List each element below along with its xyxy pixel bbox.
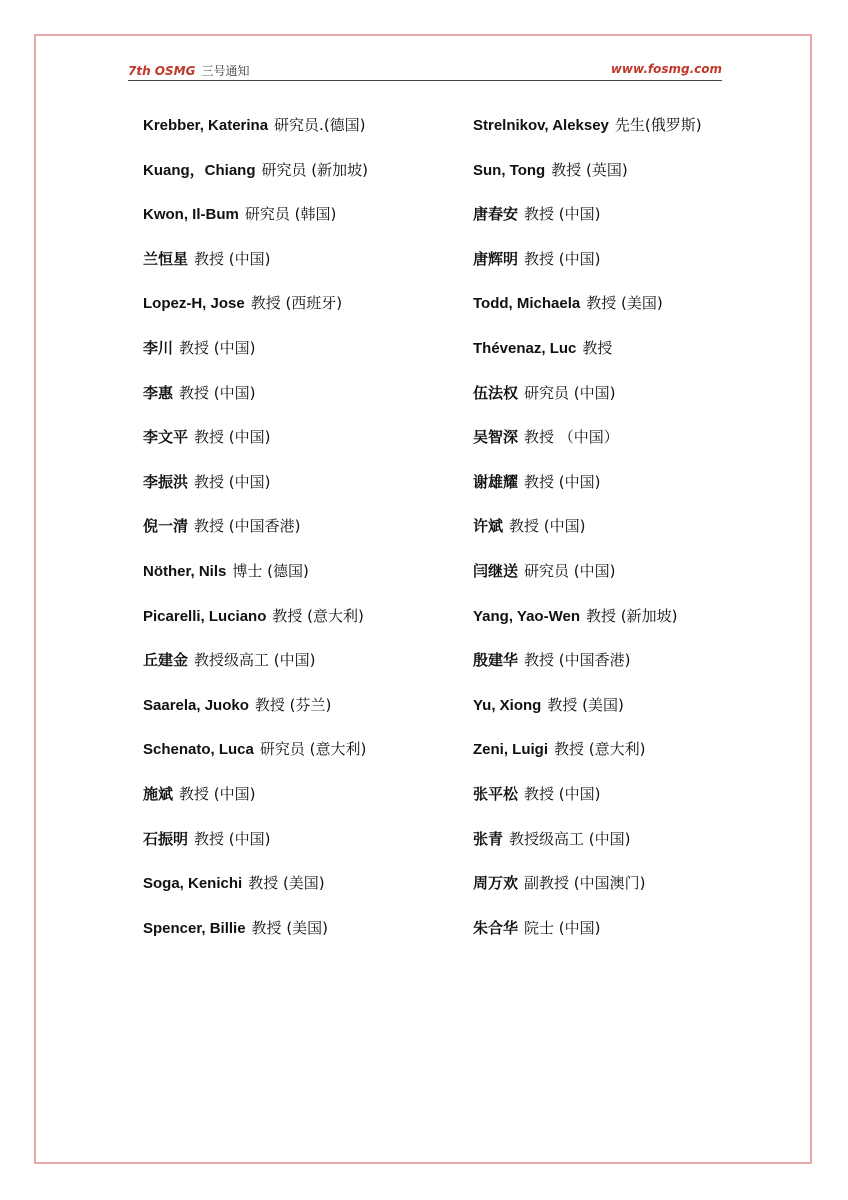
attendee-entry — [473, 381, 702, 426]
attendee-entry — [473, 291, 702, 336]
attendee-entry — [473, 470, 702, 515]
attendee-title-country: 教授 (英国) — [551, 160, 628, 179]
attendee-name: Kwon, Il-Bum — [143, 206, 239, 224]
attendee-name: Sun, Tong — [473, 161, 546, 179]
attendee-title-country: 院士 (中国) — [524, 918, 601, 937]
attendee-title-country: 教授 (中国) — [194, 829, 271, 848]
attendee-entry — [473, 604, 702, 649]
attendee-entry — [143, 470, 368, 515]
attendee-name: Picarelli, Luciano — [143, 607, 267, 625]
attendee-entry — [143, 514, 368, 559]
attendee-title-country: 研究员.(德国) — [274, 116, 366, 134]
attendee-entry — [143, 336, 368, 381]
attendee-title-country: 先生(俄罗斯) — [614, 116, 702, 134]
attendee-entry — [473, 827, 702, 872]
attendee-title-country: 教授 (中国) — [179, 784, 256, 803]
attendee-title-country: 教授 (美国) — [248, 874, 325, 893]
attendee-entry — [143, 202, 368, 247]
attendee-name: 李惠 — [143, 384, 174, 402]
attendee-name: Yu, Xiong — [473, 696, 542, 714]
attendee-name: Spencer, Billie — [143, 919, 246, 937]
attendee-title-country: 教授级高工 (中国) — [194, 651, 316, 670]
attendee-name: 闫继送 — [473, 562, 519, 580]
attendee-entry — [143, 158, 368, 203]
attendee-entry — [473, 559, 702, 604]
attendee-entry — [473, 737, 702, 782]
attendee-title-country: 副教授 (中国澳门) — [524, 874, 646, 893]
notice-title: 三号通知 — [201, 64, 250, 78]
attendee-title-country: 教授 (美国) — [586, 294, 663, 313]
attendee-entry — [473, 871, 702, 916]
attendee-title-country: 教授 (中国) — [524, 205, 601, 224]
attendee-name: 丘建金 — [143, 652, 189, 670]
attendee-title-country: 教授 (中国) — [509, 517, 586, 536]
attendee-name: Lopez-H, Jose — [143, 295, 245, 313]
attendee-name: 唐春安 — [473, 206, 519, 224]
attendee-title-country: 教授 (意大利) — [272, 606, 364, 625]
attendee-title-country: 研究员 (中国) — [524, 383, 616, 402]
attendee-entry — [473, 782, 702, 827]
attendee-name: 石振明 — [143, 830, 189, 848]
attendee-title-country: 研究员 (韩国) — [244, 205, 337, 224]
attendee-name: 吴智深 — [473, 429, 519, 447]
attendee-name: Schenato, Luca — [143, 741, 254, 759]
attendee-name: Strelnikov, Aleksey — [473, 117, 609, 134]
conference-name: 7th OSMG — [128, 64, 196, 78]
attendee-name: 李川 — [143, 339, 174, 357]
attendee-entry — [473, 916, 702, 961]
attendee-title-country: 教授 (中国) — [524, 472, 601, 491]
attendee-title-country: 研究员 (新加坡) — [261, 160, 368, 179]
attendee-entry — [143, 737, 368, 782]
attendee-title-country: 教授 (中国) — [524, 249, 601, 268]
attendee-name: 殷建华 — [473, 652, 519, 670]
attendee-entry — [143, 113, 368, 158]
attendee-entry — [143, 247, 368, 292]
attendee-name: 许斌 — [473, 518, 504, 536]
attendee-entry — [473, 247, 702, 292]
attendee-entry — [473, 648, 702, 693]
attendee-title-country: 教授 — [582, 338, 613, 357]
attendee-title-country: 教授 (西班牙) — [250, 294, 343, 313]
attendee-title-country: 教授 (中国) — [194, 428, 271, 447]
attendee-name: 周万欢 — [473, 875, 519, 893]
attendee-title-country: 教授 (中国) — [179, 338, 256, 357]
attendee-name: 张青 — [473, 830, 504, 848]
header-title — [128, 62, 249, 79]
attendee-entry — [143, 693, 368, 738]
attendee-entry — [143, 381, 368, 426]
attendee-title-country: 教授 (意大利) — [554, 740, 646, 759]
attendee-entry — [143, 782, 368, 827]
attendee-title-country: 教授 (中国香港) — [524, 651, 631, 670]
attendee-entry — [143, 648, 368, 693]
attendee-title-country: 教授 (中国) — [194, 472, 271, 491]
website-link[interactable]: www.fosmg.com — [610, 62, 722, 76]
attendee-name: 李振洪 — [143, 473, 189, 491]
attendee-name: 谢雄耀 — [473, 473, 519, 491]
attendee-title-country: 研究员 (意大利) — [259, 740, 367, 759]
attendee-entry — [143, 291, 368, 336]
attendee-name: 唐辉明 — [473, 250, 519, 268]
attendee-title-country: 教授 (新加坡) — [585, 606, 678, 625]
attendee-name: 伍法权 — [473, 384, 519, 402]
attendee-name: 张平松 — [473, 785, 519, 803]
page-header — [128, 60, 722, 82]
attendee-title-country: 研究员 (中国) — [524, 561, 616, 580]
attendee-name: Nöther, Nils — [143, 562, 227, 580]
attendee-title-country: 教授 (中国) — [194, 249, 271, 268]
attendee-name: Saarela, Juoko — [143, 696, 249, 714]
attendee-name: Krebber, Katerina — [143, 117, 269, 134]
attendee-entry — [473, 693, 702, 738]
attendee-title-country: 教授 (芬兰) — [254, 695, 332, 714]
attendee-entry — [143, 916, 368, 961]
right-column — [473, 113, 702, 960]
attendee-name: Soga, Kenichi — [143, 875, 243, 893]
attendee-name: 施斌 — [143, 785, 174, 803]
header-divider — [128, 80, 722, 81]
attendee-title-country: 教授 (美国) — [251, 918, 329, 937]
attendee-name: Zeni, Luigi — [473, 741, 548, 759]
attendee-entry — [143, 559, 368, 604]
attendee-title-country: 教授级高工 (中国) — [509, 829, 631, 848]
left-column — [143, 113, 368, 960]
attendee-name: Kuang，Chiang — [143, 161, 256, 179]
attendee-title-country: 教授 (美国) — [547, 695, 624, 714]
attendee-entry — [473, 425, 702, 470]
attendee-entry — [143, 604, 368, 649]
attendee-entry — [473, 113, 702, 158]
attendee-entry — [473, 158, 702, 203]
attendee-title-country: 教授 （中国） — [524, 428, 619, 447]
attendee-entry — [473, 336, 702, 381]
attendee-name: Yang, Yao-Wen — [473, 607, 580, 625]
attendee-name: 倪一清 — [143, 518, 189, 536]
attendee-entry — [473, 202, 702, 247]
attendee-name: Thévenaz, Luc — [473, 339, 577, 357]
attendee-entry — [473, 514, 702, 559]
attendee-name: Todd, Michaela — [473, 295, 581, 313]
attendee-entry — [143, 827, 368, 872]
attendee-entry — [143, 871, 368, 916]
attendee-title-country: 教授 (中国) — [179, 383, 256, 402]
attendee-title-country: 教授 (中国香港) — [194, 517, 301, 536]
attendee-name: 李文平 — [143, 429, 189, 447]
attendee-entry — [143, 425, 368, 470]
attendee-name: 兰恒星 — [143, 250, 189, 268]
attendee-title-country: 教授 (中国) — [524, 784, 601, 803]
attendee-title-country: 博士 (德国) — [232, 561, 309, 580]
attendee-name: 朱合华 — [473, 919, 519, 937]
